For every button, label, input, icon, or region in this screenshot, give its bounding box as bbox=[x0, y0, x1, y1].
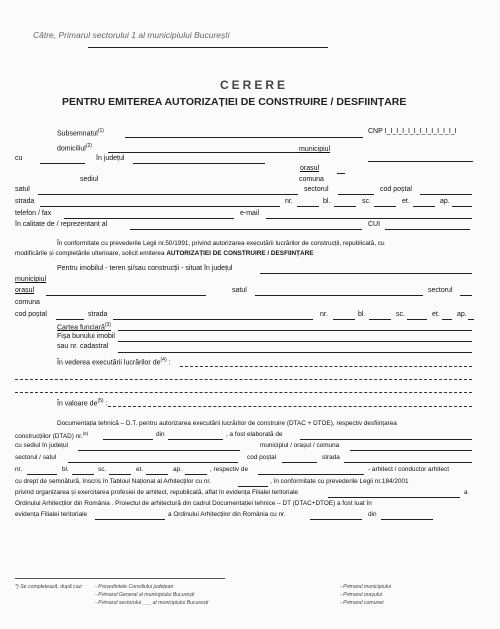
fisa-bunului-field[interactable] bbox=[118, 341, 472, 342]
tablou-nr-field[interactable] bbox=[238, 486, 268, 487]
valoare-field[interactable] bbox=[108, 406, 472, 407]
label-conformitate: , în conformitate cu prevederile Legii nr.184/2001 bbox=[270, 478, 409, 485]
bl-field[interactable] bbox=[334, 206, 356, 207]
label-mun-oras: municipiul / orașul / comuna bbox=[260, 442, 340, 449]
label-comuna: comuna bbox=[299, 176, 324, 183]
label-subsemnatul: Subsemnatul$^{(1)}$ bbox=[57, 128, 104, 138]
label-vederea: În vederea executării lucrărilor $de^{(4)}$ : bbox=[57, 357, 171, 367]
label-din-2: din bbox=[368, 511, 377, 518]
label-ap-3: ap. bbox=[173, 466, 182, 473]
imobil-strada-field[interactable] bbox=[113, 319, 313, 320]
sediul-et-field[interactable] bbox=[146, 474, 168, 475]
label-cu-sediul: cu sediul în județul bbox=[15, 442, 68, 449]
sectorul-field[interactable] bbox=[338, 194, 374, 195]
label-evidenta: evidența Filialei teritoriale bbox=[15, 511, 88, 518]
footer-option-3: - Primarul sectorului ___ al municipiului București bbox=[95, 600, 209, 606]
cu-field[interactable] bbox=[40, 163, 85, 164]
email-field[interactable] bbox=[266, 218, 472, 219]
label-privind: privind organizarea și exercitarea profesiei de arhitect, republicată, aflat în evidența Filialei teritoriale bbox=[15, 489, 299, 496]
sediul-ap-field[interactable] bbox=[185, 474, 207, 475]
label-valoare: În valoare $de^{(5)}$ : bbox=[57, 398, 108, 408]
label-elaborata: , a fost elaborată de bbox=[226, 431, 283, 438]
imobil-ap-field[interactable] bbox=[468, 319, 474, 320]
lucrari-field-2[interactable] bbox=[15, 379, 472, 380]
imobil-et-field[interactable] bbox=[442, 319, 452, 320]
label-drept-semnatura: cu drept de semnătură, înscris în Tabloul Național al Arhitecților cu nr. bbox=[15, 478, 211, 485]
label-cartea-funciara: Cartea funciară$^{(3)}$ bbox=[57, 322, 111, 332]
cartea-funciara-field[interactable] bbox=[118, 330, 472, 331]
label-strada-2: strada bbox=[88, 311, 108, 318]
strada-field[interactable] bbox=[40, 206, 280, 207]
label-email: e-mail bbox=[240, 210, 260, 217]
nr-cadastral-field[interactable] bbox=[118, 352, 472, 353]
addressee: Către, Primarul sectorului 1 al municipiului București bbox=[33, 30, 230, 40]
label-calitate: în calitate de / reprezentant al bbox=[15, 221, 108, 228]
label-judetul: în județul bbox=[96, 155, 125, 162]
label-cui: CUI bbox=[368, 221, 381, 228]
label-strada: strada bbox=[15, 198, 35, 205]
label-municipiul-2: municipiul bbox=[15, 276, 47, 283]
label-sediul: sediul bbox=[80, 176, 99, 183]
cnp-field[interactable]: CNP I_I_I_I_I_I_I_I_I_I_I_I_I bbox=[368, 128, 457, 135]
footer-note: *) Se completează, după caz: bbox=[15, 584, 83, 590]
footer-divider bbox=[15, 578, 225, 579]
label-domiciliul: domiciliul$^{(2)}$ bbox=[57, 143, 92, 153]
label-ap-2: ap. bbox=[457, 311, 467, 318]
ap-field[interactable] bbox=[452, 206, 472, 207]
label-ordinului-nr: a Ordinului Arhitecților din România cu nr. bbox=[168, 511, 286, 518]
label-respectiv: , respectiv de bbox=[210, 466, 249, 473]
label-comuna-2: comuna bbox=[15, 299, 40, 306]
label-cu: cu bbox=[15, 155, 23, 162]
label-et: et. bbox=[402, 198, 410, 205]
lucrari-field-3[interactable] bbox=[15, 392, 472, 393]
label-satul-2: satul bbox=[232, 287, 247, 294]
sediul-sc-field[interactable] bbox=[109, 474, 131, 475]
label-nr-2: nr. bbox=[320, 311, 328, 318]
para-lege-line1: În conformitate cu prevederile Legii nr.50/1991, privind autorizarea executării lucrărilor de construcții, republicată, cu bbox=[57, 240, 385, 247]
sediul-strada-field[interactable] bbox=[344, 462, 472, 463]
dtad-nr-field[interactable] bbox=[103, 439, 153, 440]
footer-option-1: - Președintele Consiliului județean bbox=[95, 584, 174, 590]
lucrari-field-1[interactable] bbox=[180, 366, 472, 367]
title-subtitle: PENTRU EMITEREA AUTORIZAȚIEI DE CONSTRUIRE / DESFIINȚARE bbox=[62, 96, 407, 108]
label-din: din bbox=[156, 431, 165, 438]
label-bl-2: bl. bbox=[358, 311, 366, 318]
filiala-field[interactable] bbox=[328, 497, 460, 498]
telefon-field[interactable] bbox=[64, 218, 234, 219]
sediul-bl-field[interactable] bbox=[72, 474, 94, 475]
imobil-satul-field[interactable] bbox=[255, 295, 423, 296]
sediul-nr-field[interactable] bbox=[27, 474, 57, 475]
arhitect-field[interactable] bbox=[258, 474, 364, 475]
label-nr-cadastral: sau nr. cadastral bbox=[57, 343, 109, 350]
imobil-judet-field[interactable] bbox=[260, 273, 472, 274]
sediul-mun-field[interactable] bbox=[350, 450, 472, 451]
orasul-mark bbox=[337, 173, 345, 174]
label-ordinului: Ordinului Arhitecților din România . Proiectul de arhitectură din cadrul Documentației tehnice – DT (DTAC+DTOE) a fost luat în bbox=[15, 500, 372, 507]
imobil-sectorul-field[interactable] bbox=[460, 295, 472, 296]
para-lege-line2: modificările și completările ulterioare, solicit emiterea AUTORIZAȚIEI DE CONSTRUIRE / DESFIINȚARE bbox=[15, 250, 314, 257]
imobil-sc-field[interactable] bbox=[407, 319, 427, 320]
dt-line1: Documentația tehnică – D.T. pentru autorizarea executării lucrărilor de construire (DTAC + DTOE), respectiv desființarea bbox=[57, 420, 397, 427]
imobil-nr-field[interactable] bbox=[333, 319, 355, 320]
cui-field[interactable] bbox=[385, 229, 470, 230]
label-sc: sc. bbox=[362, 198, 371, 205]
sediul-judet-field[interactable] bbox=[78, 450, 240, 451]
label-nr: nr. bbox=[285, 198, 293, 205]
label-cod-postal-2: cod poștal bbox=[15, 311, 47, 318]
dtad-din-field[interactable] bbox=[168, 439, 223, 440]
label-municipiul: municipiul bbox=[299, 146, 331, 153]
label-fisa-bunului: Fișa bunului imobil bbox=[57, 333, 115, 340]
label-orasul: orașul bbox=[300, 165, 320, 172]
footer-option-4: - Primarul municipiului bbox=[340, 584, 392, 590]
ordin-din-field[interactable] bbox=[381, 519, 433, 520]
imobil-bl-field[interactable] bbox=[369, 319, 391, 320]
footer-option-2: - Primarul General al municipiului București bbox=[95, 592, 195, 598]
imobil-cod-postal-field[interactable] bbox=[56, 319, 84, 320]
label-sectorul-2: sectorul bbox=[428, 287, 453, 294]
satul-field[interactable] bbox=[38, 194, 298, 195]
evidenta-filiala-field[interactable] bbox=[95, 519, 165, 520]
subsemnatul-field[interactable] bbox=[125, 137, 363, 138]
label-pentru-imobil: Pentru imobilul - teren și/sau construcții - situat în județul bbox=[57, 265, 233, 272]
label-ap: ap. bbox=[440, 198, 450, 205]
ordin-nr-field[interactable] bbox=[310, 519, 362, 520]
title-cerere: CERERE bbox=[220, 78, 289, 92]
label-arhitect: - arhitect / conductor arhitect bbox=[368, 466, 449, 473]
label-nr-3: nr. bbox=[15, 466, 23, 473]
label-sector-satul: sectorul / satul bbox=[15, 454, 57, 461]
label-strada-3: strada bbox=[322, 454, 340, 461]
calitate-field[interactable] bbox=[130, 229, 362, 230]
nr-field[interactable] bbox=[297, 206, 319, 207]
et-field[interactable] bbox=[413, 206, 435, 207]
sc-field[interactable] bbox=[374, 206, 396, 207]
label-et-3: et. bbox=[136, 466, 144, 473]
label-bl-3: bl. bbox=[62, 466, 69, 473]
cod-postal-field[interactable] bbox=[420, 194, 472, 195]
sediul-sector-field[interactable] bbox=[68, 462, 238, 463]
footer-option-5: - Primarul orașului bbox=[340, 592, 383, 598]
label-et-2: et. bbox=[432, 311, 440, 318]
label-sc-3: sc. bbox=[98, 466, 107, 473]
imobil-oras-field[interactable] bbox=[46, 295, 206, 296]
addressee-line[interactable] bbox=[88, 47, 328, 48]
footer-option-6: - Primarul comunei bbox=[340, 600, 384, 606]
municipiul-field[interactable] bbox=[368, 161, 473, 162]
label-satul: satul bbox=[15, 186, 30, 193]
elaborata-field[interactable] bbox=[300, 439, 472, 440]
label-cod-postal: cod poștal bbox=[380, 186, 412, 193]
label-sc-2: sc. bbox=[396, 311, 405, 318]
domiciliul-field[interactable] bbox=[108, 152, 303, 153]
judetul-field[interactable] bbox=[133, 163, 265, 164]
label-orasul-2: orașul bbox=[15, 287, 35, 294]
label-a: a bbox=[464, 489, 468, 496]
label-constructiilor: construcțiilor (DTAD) nr.$^{(6)}$ bbox=[15, 431, 89, 441]
label-bl: bl. bbox=[323, 198, 331, 205]
sediul-cod-field[interactable] bbox=[282, 462, 317, 463]
label-telefon: telefon / fax bbox=[15, 210, 52, 217]
label-sectorul: sectorul bbox=[304, 186, 329, 193]
label-cod-postal-3: cod poștal bbox=[247, 454, 277, 461]
